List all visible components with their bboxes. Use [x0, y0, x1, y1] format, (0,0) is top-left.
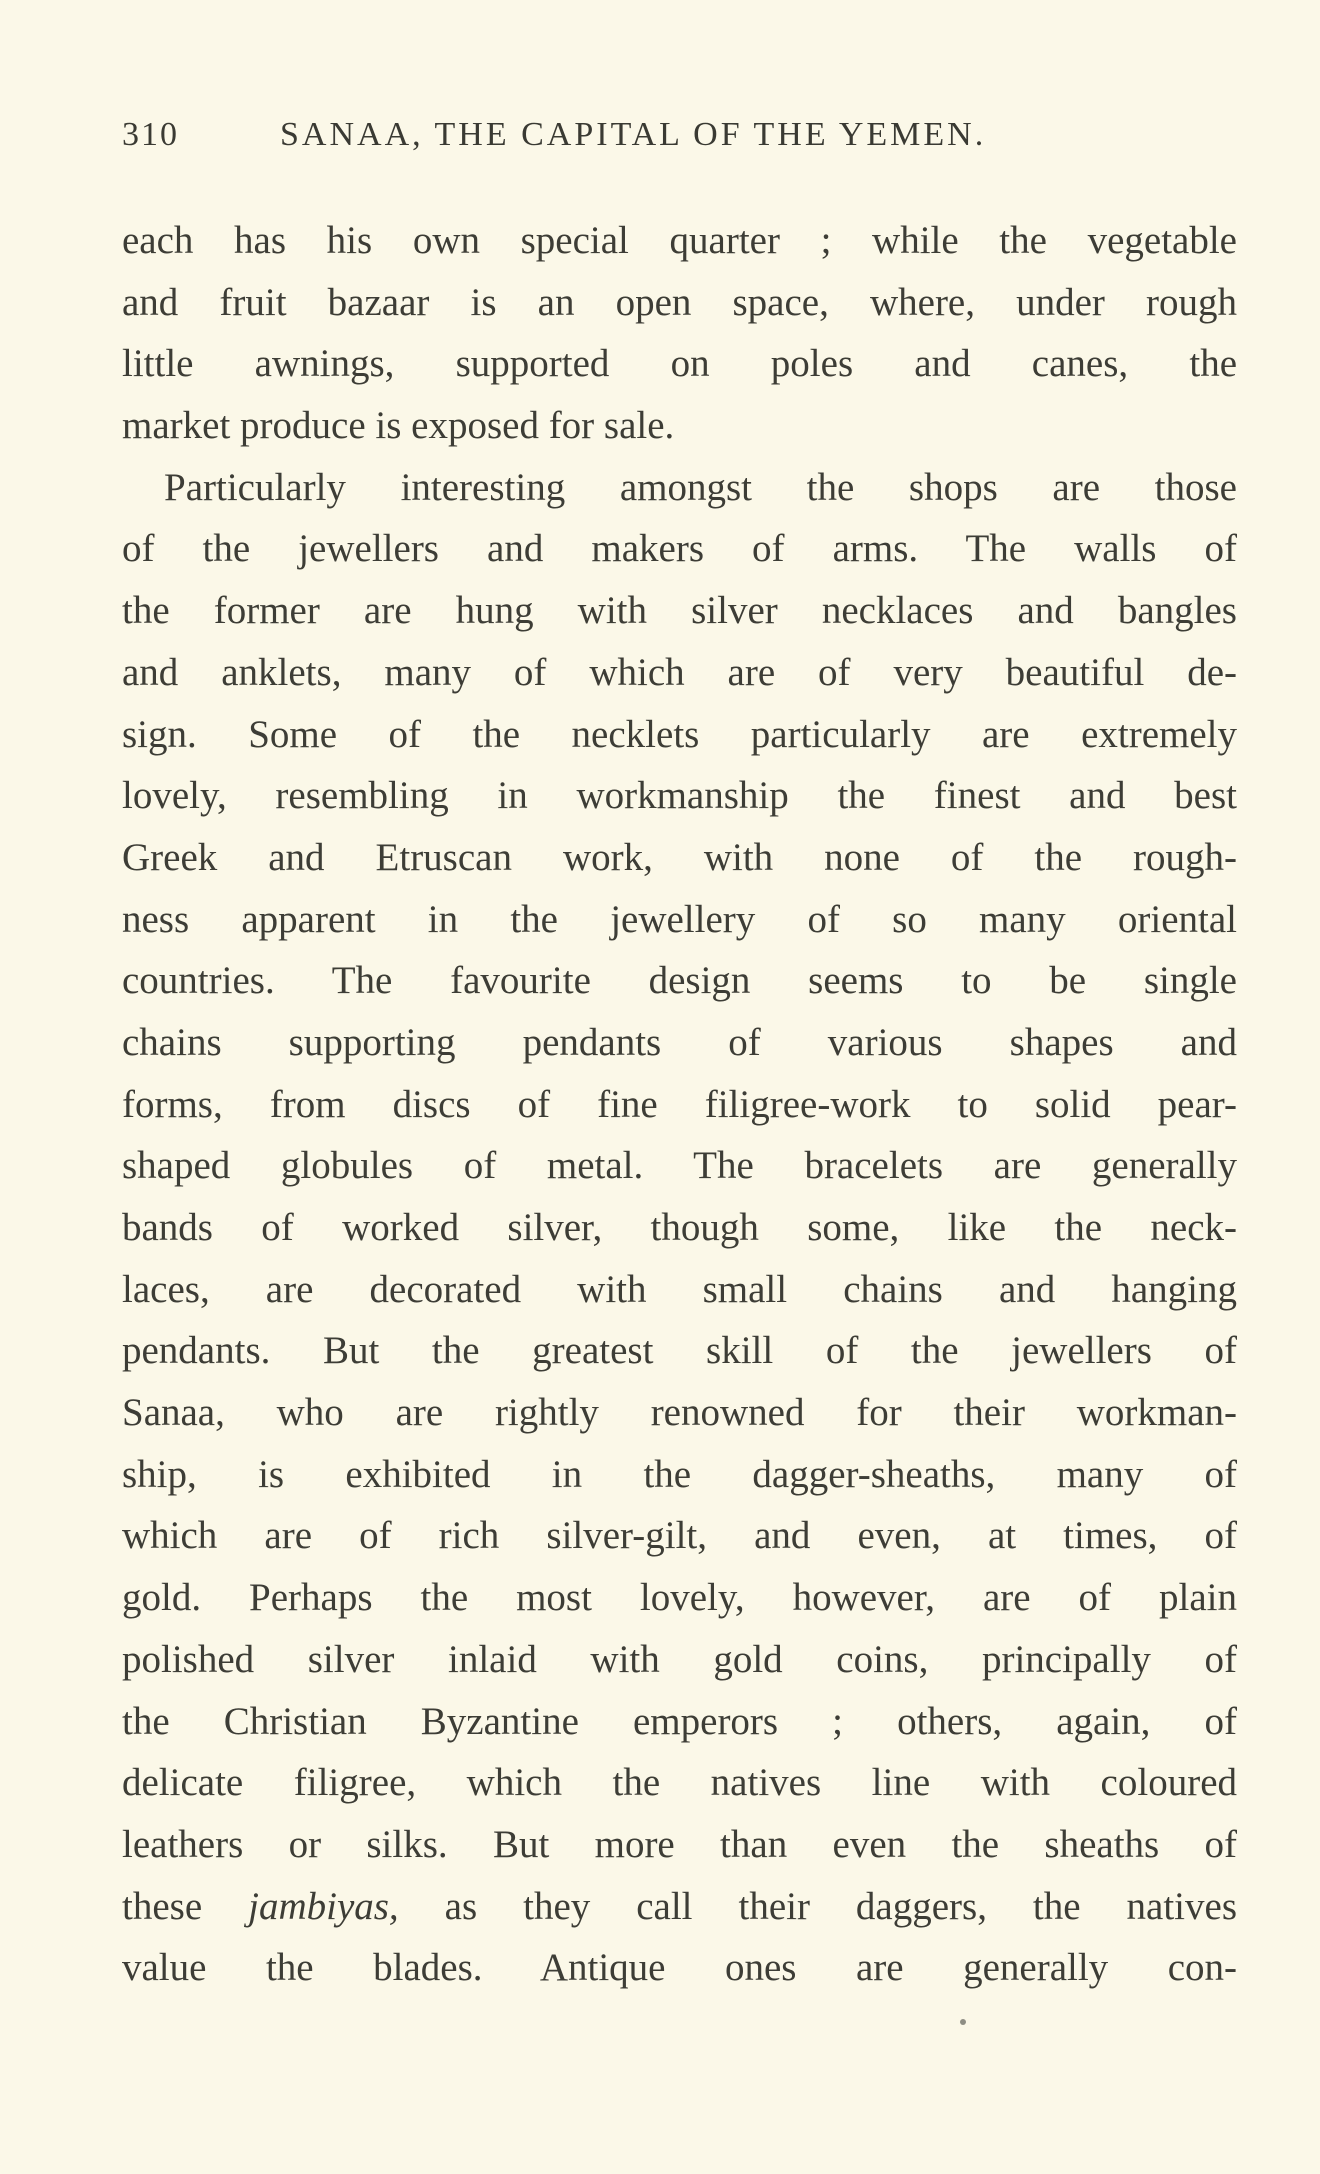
- page-number: 310: [122, 116, 179, 153]
- ink-speck: [960, 2019, 966, 2025]
- text-line: the Christian Byzantine emperors ; others, again, of: [122, 1699, 1237, 1743]
- text-line: ship, is exhibited in the dagger-sheaths, many of: [122, 1452, 1237, 1496]
- text-line: countries. The favourite design seems to be single: [122, 959, 1237, 1003]
- text-line: and anklets, many of which are of very beautiful de-: [122, 650, 1237, 694]
- text-line: Particularly interesting amongst the shops are those: [164, 465, 1237, 509]
- text-line: lovely, resembling in workmanship the finest and best: [122, 774, 1237, 818]
- text-line: which are of rich silver-gilt, and even, at times, of: [122, 1514, 1237, 1558]
- text-line: gold. Perhaps the most lovely, however, are of plain: [122, 1576, 1237, 1620]
- line-text-before: these: [122, 1884, 203, 1928]
- text-line: little awnings, supported on poles and canes, the: [122, 342, 1237, 386]
- text-line: pendants. But the greatest skill of the jewellers of: [122, 1329, 1237, 1373]
- text-line: bands of worked silver, though some, like the neck-: [122, 1206, 1237, 1249]
- text-line-with-italic: [122, 1876, 1237, 1938]
- italic-term: jambiyas,: [248, 1884, 399, 1928]
- text-line: sign. Some of the necklets particularly are extremely: [122, 712, 1237, 756]
- text-line: chains supporting pendants of various shapes and: [122, 1020, 1237, 1064]
- text-line: the former are hung with silver necklaces and bangles: [122, 589, 1237, 633]
- text-line: Sanaa, who are rightly renowned for their workman-: [122, 1391, 1237, 1435]
- text-line: Greek and Etruscan work, with none of the rough-: [122, 835, 1237, 879]
- text-line: of the jewellers and makers of arms. The walls of: [122, 527, 1237, 571]
- text-line: market produce is exposed for sale.: [122, 404, 675, 448]
- text-line: value the blades. Antique ones are generally con-: [122, 1946, 1237, 1990]
- text-line: forms, from discs of fine filigree-work to solid pear-: [122, 1082, 1237, 1126]
- text-line: ness apparent in the jewellery of so many oriental: [122, 897, 1237, 941]
- text-line: delicate filigree, which the natives line with coloured: [122, 1761, 1237, 1805]
- text-line: laces, are decorated with small chains and hanging: [122, 1267, 1237, 1311]
- text-line: polished silver inlaid with gold coins, principally of: [122, 1637, 1237, 1681]
- text-line: leathers or silks. But more than even the sheaths of: [122, 1822, 1237, 1866]
- running-head: [122, 116, 1242, 176]
- chapter-title: SANAA, THE CAPITAL OF THE YEMEN.: [280, 116, 987, 153]
- line-text-after: as they call their daggers, the natives: [444, 1884, 1237, 1928]
- text-line: shaped globules of metal. The bracelets are generally: [122, 1144, 1237, 1188]
- text-line: each has his own special quarter ; while the vegetable: [122, 219, 1237, 262]
- body-text: [122, 210, 1237, 1999]
- text-line: and fruit bazaar is an open space, where, under rough: [122, 280, 1237, 324]
